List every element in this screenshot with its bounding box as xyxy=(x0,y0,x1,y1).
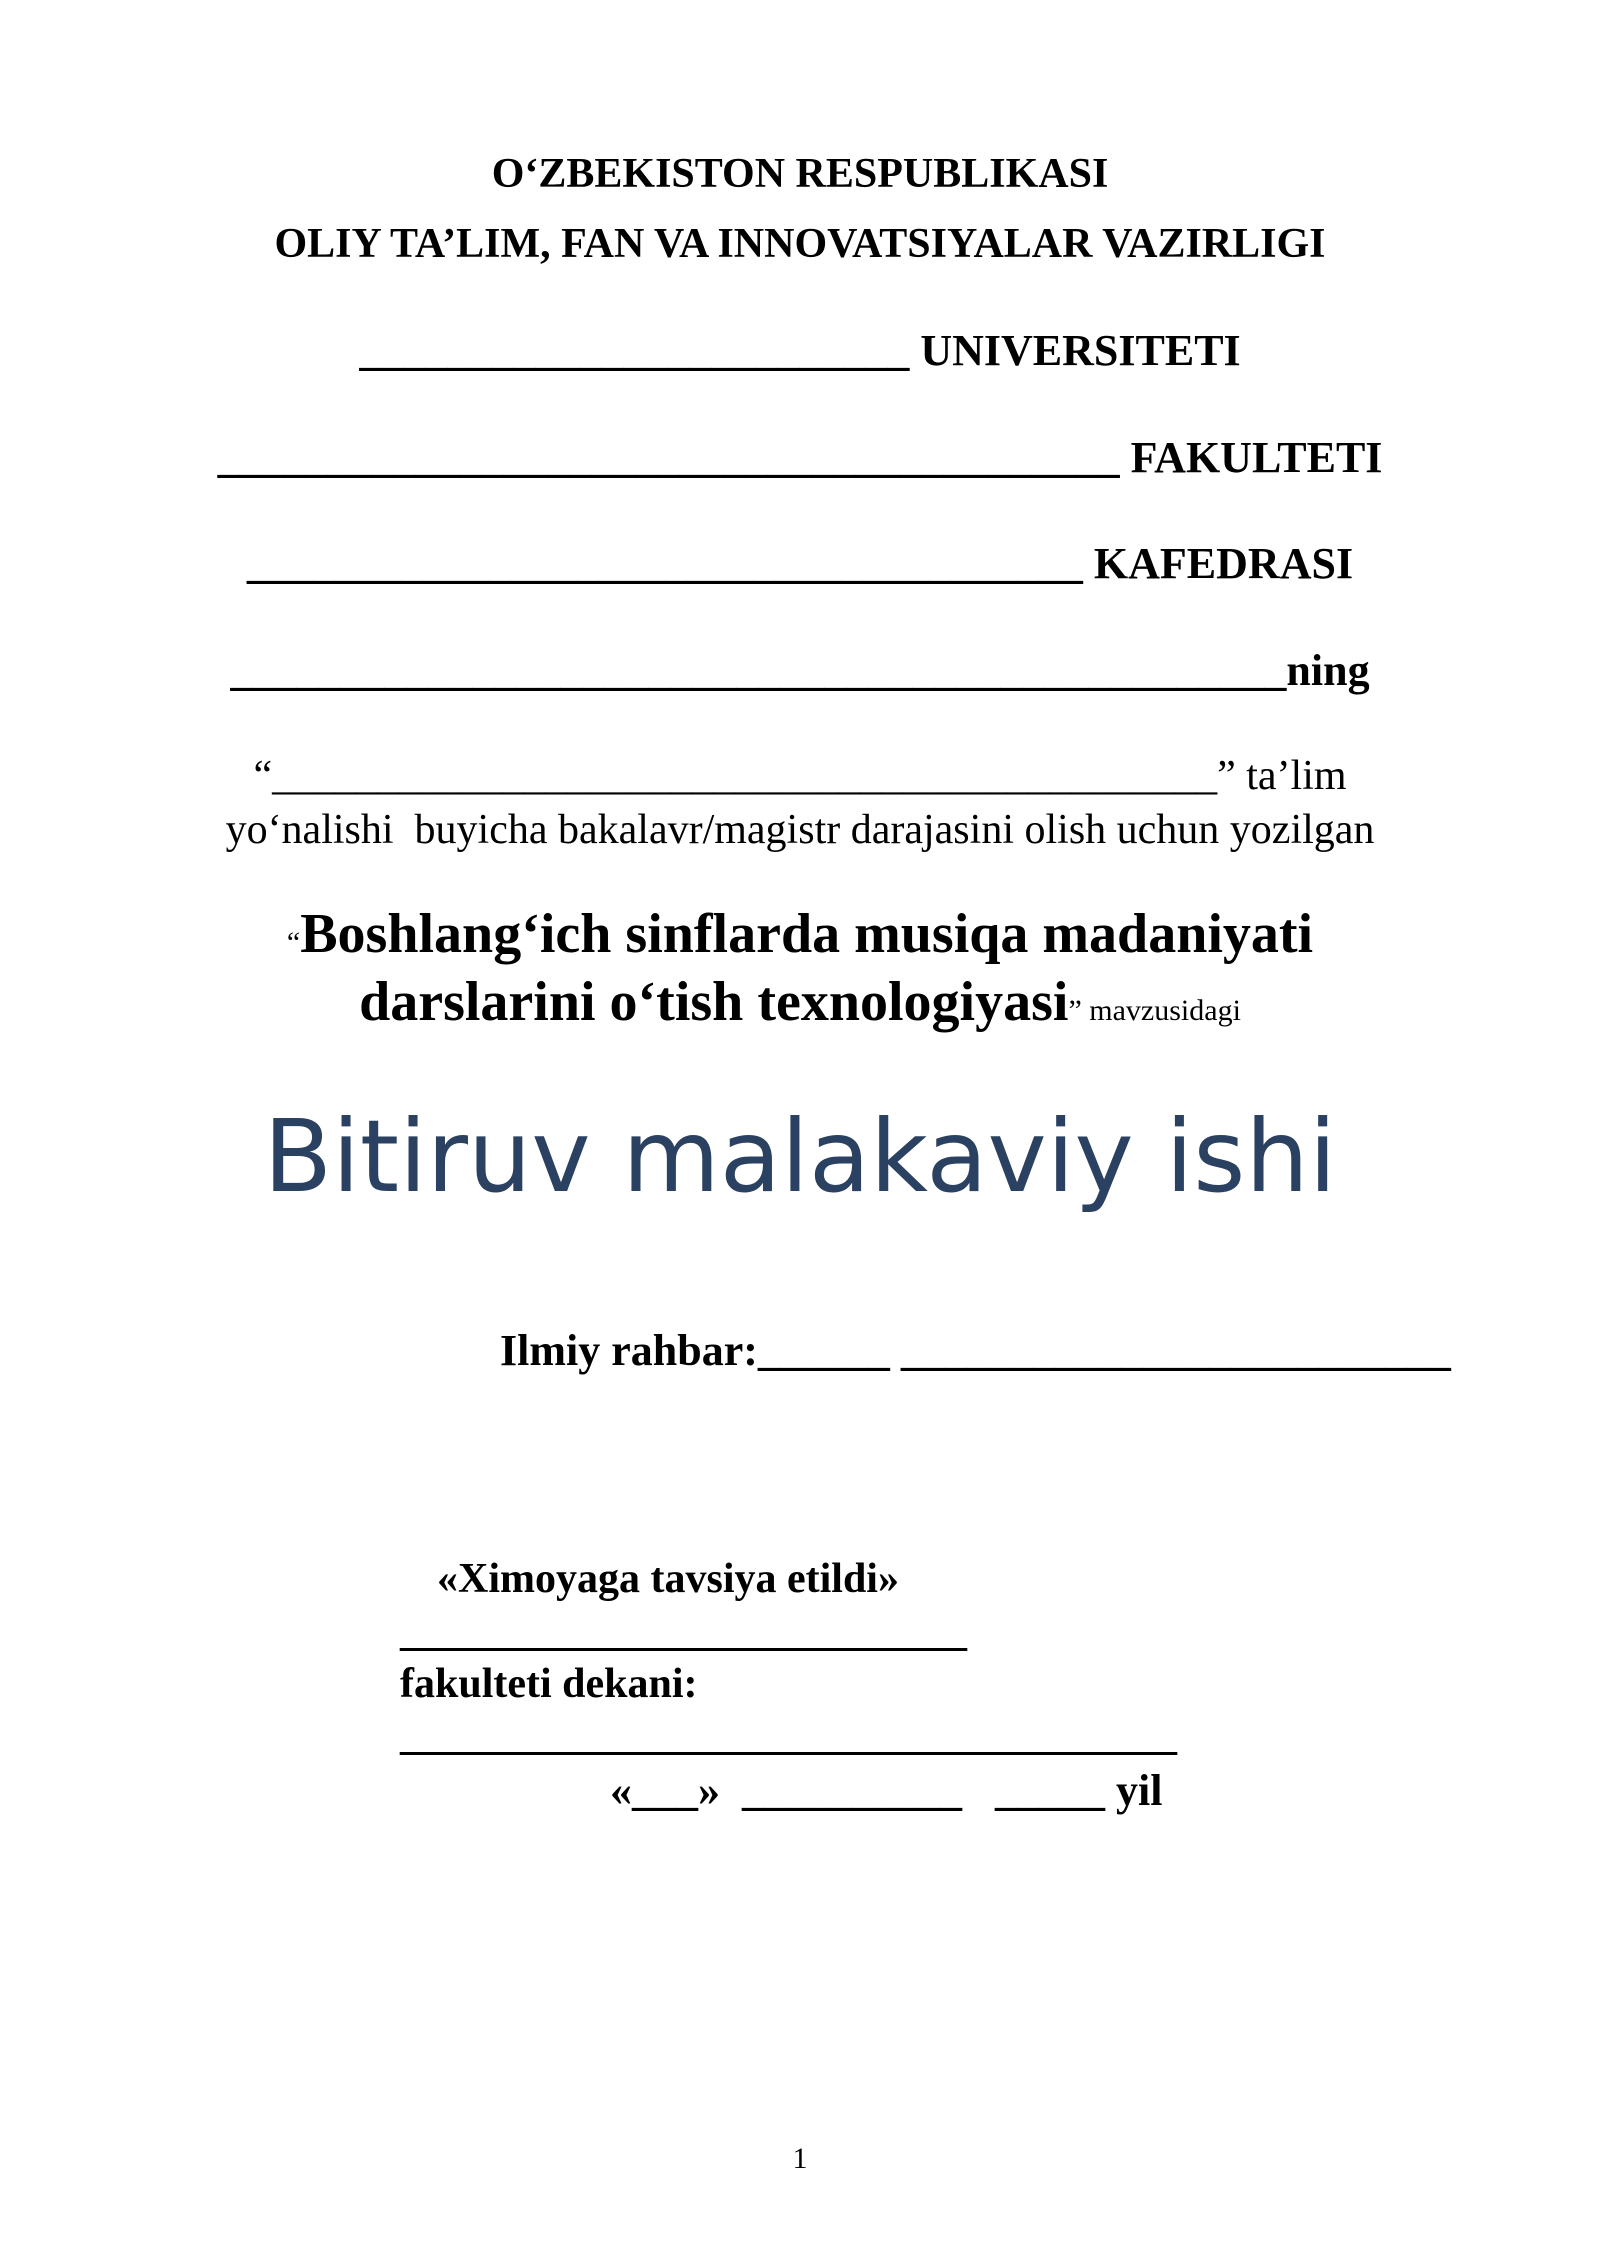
student-field: ________________________________________________ning xyxy=(230,646,1370,695)
faculty-field: _________________________________________ FAKULTETI xyxy=(217,433,1383,482)
direction-line-1: “_____________________________________________” ta’lim xyxy=(253,753,1347,799)
dean-blank-2: _____________________________________ xyxy=(400,1713,1177,1759)
page-number: 1 xyxy=(792,2142,808,2175)
university-field: _________________________ UNIVERSITETI xyxy=(359,326,1241,375)
direction-line-2: yo‘nalishi buyicha bakalavr/magistr darajasini olish uchun yozilgan xyxy=(225,807,1375,853)
recommended-label: «Ximoyaga tavsiya etildi» xyxy=(437,1556,899,1602)
republic-heading: O‘ZBEKISTON RESPUBLIKASI xyxy=(491,151,1109,197)
work-type-title: Bitiruv malakaviy ishi xyxy=(263,1098,1337,1215)
topic-title-line-2 xyxy=(0,970,1600,1034)
topic-title-line-1 xyxy=(0,902,1600,966)
topic-title-text-2: darslarini o‘tish texnologiyasi xyxy=(359,971,1069,1033)
supervisor-line xyxy=(500,1325,1451,1376)
date-line: «___» __________ _____ yil xyxy=(610,1766,1163,1815)
dean-label: fakulteti dekani: xyxy=(400,1661,698,1707)
topic-suffix: mavzusidagi xyxy=(1081,994,1241,1027)
supervisor-blank: ______ _________________________ xyxy=(757,1326,1451,1375)
ministry-heading: OLIY TA’LIM, FAN VA INNOVATSIYALAR VAZIRLIGI xyxy=(274,221,1326,267)
topic-open-quote: “ xyxy=(286,926,301,959)
dean-blank-1: ___________________________ xyxy=(400,1609,967,1655)
topic-close-quote: ” xyxy=(1068,994,1082,1027)
supervisor-label: Ilmiy rahbar: xyxy=(500,1326,758,1375)
topic-title-text-1: Boshlang‘ich sinflarda musiqa madaniyati xyxy=(300,903,1314,965)
department-field: ______________________________________ KAFEDRASI xyxy=(246,539,1354,588)
